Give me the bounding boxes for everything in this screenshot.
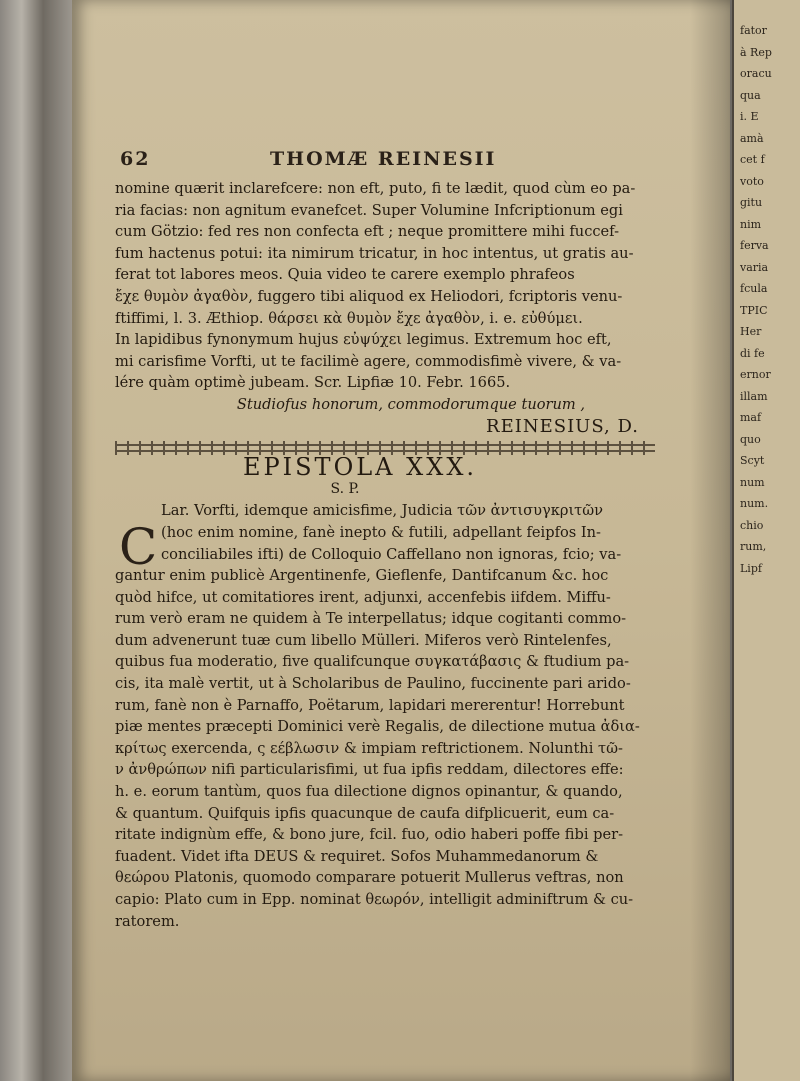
text-line: lére quàm optimè jubeam. Scr. Lipfiæ 10. Febr. 1665. [115, 374, 511, 392]
text-line: (hoc enim nomine, fanè inepto & futili, adpellant feipfos In- [161, 523, 601, 541]
text-line: ria facias: non agnitum evanefcet. Super Volumine Infcriptionum egi [115, 201, 623, 219]
text-line: h. e. eorum tantùm, quos fua dilectione dignos opinantur, & quando, [115, 783, 623, 801]
text-line: ἔχε θυμὸν ἀγαθὸν, fuggero tibi aliquod ex Heliodori, fcriptoris venu- [115, 287, 623, 305]
text-line: fuadent. Videt ifta DEUS & requiret. Sofos Muhammedanorum & [115, 847, 599, 865]
right-page-edge [732, 0, 800, 1081]
book-binding [0, 0, 72, 1081]
epistle-title: EPISTOLA XXX. [242, 457, 478, 479]
main-text [115, 178, 695, 932]
text-line: cum Götzio: fed res non confecta eft ; neque promittere mihi fuccef- [115, 223, 619, 241]
text-line: ritate indignùm effe, & bono jure, fcil. fuo, odio haberi poffe fibi per- [115, 826, 624, 844]
signature-closing: Studiofus honorum, commodorumque tuorum , [236, 395, 585, 413]
page-number: 62 [120, 148, 151, 170]
text-line: ferat tot labores meos. Quia video te carere exemplo phrafeos [115, 266, 575, 284]
text-line: quibus fua moderatio, five qualifcunque συγκατάβασις & ftudium pa- [115, 653, 630, 671]
text-line: ftiffimi, l. 3. Æthiop. θάρσει κὰ θυμὸν ἔχε ἀγαθὸν, i. e. εὐθύμει. [115, 309, 583, 327]
text-line: mi carisfime Vorfti, ut te facilimè agere, commodisfimè vivere, & va- [115, 352, 622, 370]
text-line: ν ἀνθρώπων nifi particularisfimi, ut fua ipfis reddam, dilectores effe: [115, 761, 624, 779]
text-line: κρίτως exercenda, ς εέβλωσιν & impiam reftrictionem. Nolunthi τῶ- [115, 739, 623, 757]
text-line: rum, fanè non è Parnaffo, Poëtarum, lapidari mererentur! Horrebunt [115, 696, 625, 714]
epistle-salutation: S. P. [330, 480, 360, 497]
text-line: rum verò eram ne quidem à Te interpellatus; idque cogitanti commo- [115, 610, 627, 628]
text-line: capio: Plato cum in Epp. nominat θεωρόν, intelligit adminiftrum & cu- [115, 891, 634, 908]
text-line: gantur enim publicè Argentinenfe, Gieflenfe, Dantifcanum &c. hoc [115, 567, 609, 585]
text-line: conciliabiles ifti) de Colloquio Caffellano non ignoras, fcio; va- [161, 545, 622, 563]
text-line: & quantum. Quifquis ipfis quacunque de caufa difplicuerit, eum ca- [115, 804, 615, 822]
text-line: dum advenerunt tuæ cum libello Mülleri. Miferos verò Rintelenfes, [115, 631, 612, 649]
signature-name: REINESIUS, D. [486, 415, 639, 437]
letter-body-paragraph [115, 565, 695, 932]
text-line: nomine quærit inclarefcere: non eft, puto, fi te lædit, quod cùm eo pa- [115, 180, 636, 197]
drop-initial: C [119, 518, 158, 577]
indented-lines [115, 500, 695, 565]
text-line: quòd hifce, ut comitatiores irent, adjunxi, accenfebis iifdem. Miffu- [115, 588, 611, 606]
ornamental-rule [115, 441, 655, 455]
text-line: ratorem. [115, 912, 180, 930]
text-line: In lapidibus fynonymum hujus εὐψύχει legimus. Extremum hoc eft, [115, 331, 612, 349]
right-page-text-fragments: fator à Rep oracu qua i. E amà cet f voto gitu nim ferva varia fcula TPIC Her di fe ernor illam maf quo Scyt num num. chio rum, Lipf [740, 24, 772, 575]
text-line: piæ mentes præcepti Dominici verè Regalis, de dilectione mutua ἀδια- [115, 718, 640, 736]
text-line: Lar. Vorfti, idemque amicisfime, Judicia τῶν ἀντισυγκριτῶν [161, 502, 604, 520]
text-line: fum hactenus potui: ita nimirum tricatur, in hoc intentus, ut gratis au- [115, 244, 634, 262]
text-line: θεώρου Platonis, quomodo comparare potuerit Mullerus veftras, non [115, 869, 624, 887]
text-line: cis, ita malè vertit, ut à Scholaribus de Paulino, fuccinente pari arido- [115, 675, 631, 693]
letter-closing-paragraph [115, 178, 695, 394]
gutter-shadow [690, 0, 730, 1081]
running-title: THOMÆ REINESII [270, 148, 497, 170]
running-head [120, 148, 680, 176]
